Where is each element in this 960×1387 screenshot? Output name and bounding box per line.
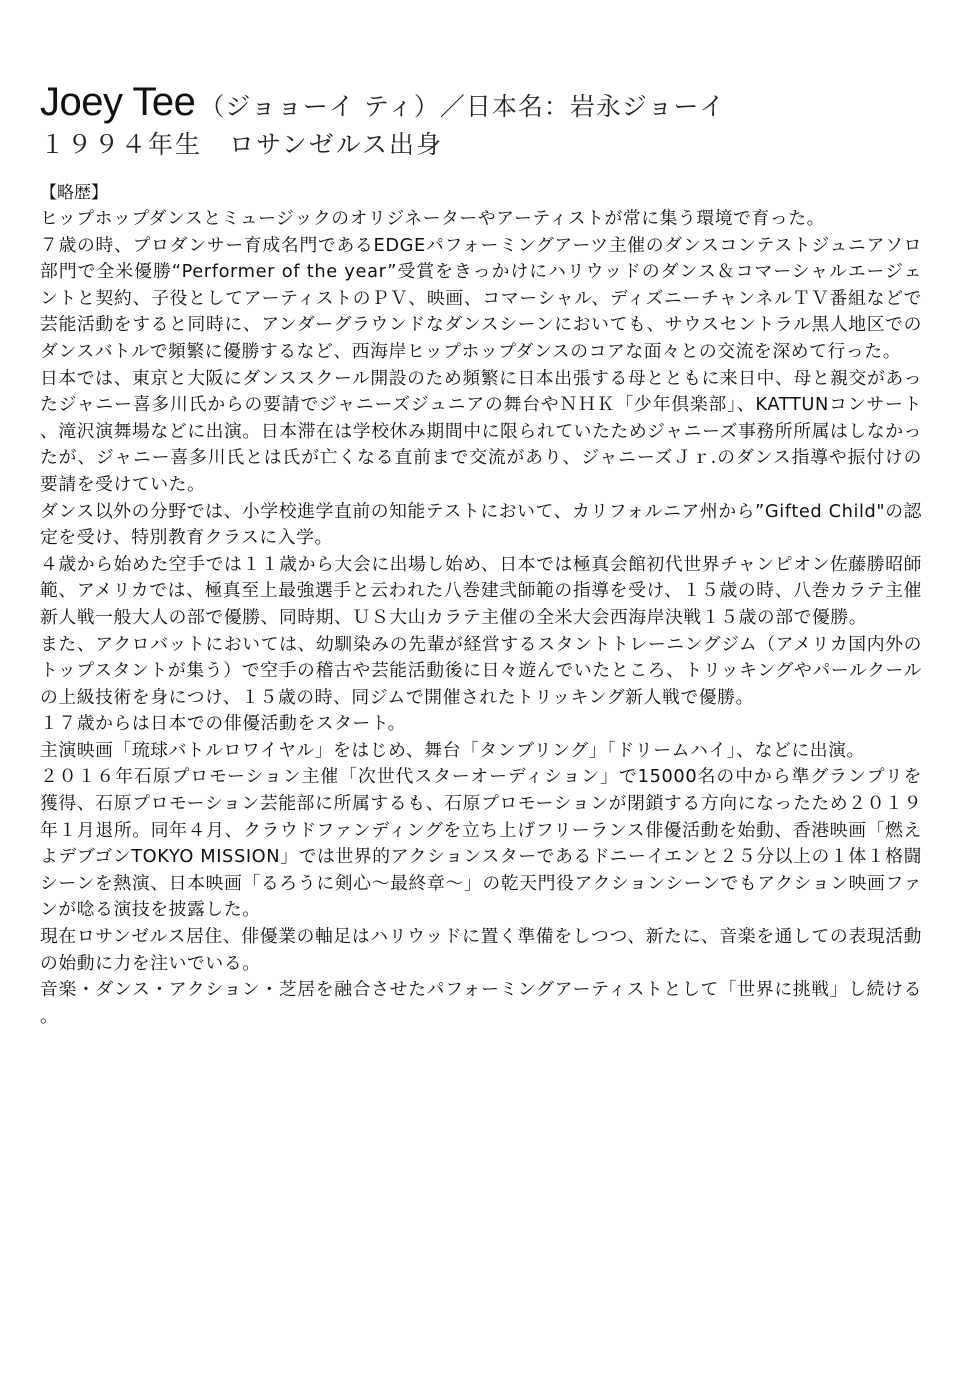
bio-paragraph-dance-career: ７歳の時、プロダンサー育成名門であるEDGEパフォーミングアーツ主催のダンスコンテストジュニアソロ部門で全米優勝“Performer of the year”受賞をきっかけにハリウッドのダンス＆コマーシャルエージェントと契約、子役としてアーティストのＰＶ、映画、コマーシャル、ディズニーチャンネルＴＶ番組などで芸能活動をすると同時に、アンダーグラウンドなダンスシーンにおいても、サウスセントラル黒人地区でのダンスバトルで頻繁に優勝するなど、西海岸ヒップホップダンスのコアな面々との交流を深めて行った。: [40, 234, 922, 362]
biography-heading: 【略歴】: [40, 183, 108, 203]
bio-paragraph-upbringing: ヒップホップダンスとミュージックのオリジネーターやアーティストが常に集う環境で育った。: [40, 208, 826, 229]
bio-paragraph-acting-start: １７歳からは日本での俳優活動をスタート。: [40, 713, 407, 735]
artist-name: Joey Tee: [40, 80, 196, 124]
birth-origin-line: １９９４年生 ロサンゼルス出身: [40, 130, 444, 159]
bio-paragraph-filmography: 主演映画「琉球バトルロワイヤル」をはじめ、舞台「タンブリング」「ドリームハイ」、などに出演。: [40, 739, 865, 761]
bio-paragraph-japan-activity: 日本では、東京と大阪にダンススクール開設のため頻繁に日本出張する母とともに来日中、母と親交があったジャニー喜多川氏からの要請でジャニーズジュニアの舞台やＮＨＫ「少年倶楽部」、KATTUNコンサート、滝沢演舞場などに出演。日本滞在は学校休み期間中に限られていたためジャニーズ事務所所属はしなかったが、ジャニー喜多川氏とは氏が亡くなる直前まで交流があり、ジャニーズＪｒ.のダンス指導や振付けの要請を受けていた。: [40, 367, 922, 495]
bio-paragraph-karate: ４歳から始めた空手では１１歳から大会に出場し始め、日本では極真会館初代世界チャンピオン佐藤勝昭師範、アメリカでは、極真至上最強選手と云われた八巻建弐師範の指導を受け、１５歳の時、八巻カラテ主催新人戦一般大人の部で優勝、同時期、ＵＳ大山カラテ主催の全米大会西海岸決戦１５歳の部で優勝。: [40, 553, 922, 628]
bio-paragraph-current: 現在ロサンゼルス居住、俳優業の軸足はハリウッドに置く準備をしつつ、新たに、音楽を通しての表現活動の始動に力を注いでいる。: [40, 926, 922, 974]
page-title: [40, 78, 940, 134]
bio-paragraph-closing: 音楽・ダンス・アクション・芝居を融合させたパフォーミングアーティストとして「世界に挑戦」し続ける。: [40, 979, 922, 1027]
bio-paragraph-ishihara-promotion: ２０１６年石原プロモーション主催「次世代スターオーディション」で15000名の中から準グランプリを獲得、石原プロモーション芸能部に所属するも、石原プロモーションが閉鎖する方向になったため２０１９年１月退所。同年４月、クラウドファンディングを立ち上げフリーランス俳優活動を始動、香港映画「燃えよデブゴンTOKYO MISSION」では世界的アクションスターであるドニーイエンと２５分以上の１体１格闘シーンを熱演、日本映画「るろうに剣心〜最終章〜」の乾天門役アクションシーンでもアクション映画ファンが唸る演技を披露した。: [40, 766, 922, 921]
bio-paragraph-acrobatics: また、アクロバットにおいては、幼馴染みの先輩が経営するスタントトレーニングジム（アメリカ国内外のトップスタントが集う）で空手の稽古や芸能活動後に日々遊んでいたところ、トリッキングやパールクールの上級技術を身につけ、１５歳の時、同ジムで開催されたトリッキング新人戦で優勝。: [40, 633, 922, 708]
biography-section: [40, 180, 922, 1030]
bio-paragraph-gifted-child: ダンス以外の分野では、小学校進学直前の知能テストにおいて、カリフォルニア州から”Gifted Child"の認定を受け、特別教育クラスに入学。: [40, 500, 922, 549]
artist-name-detail: （ジョョーイ ティ）／日本名：岩永ジョーイ: [199, 92, 726, 121]
